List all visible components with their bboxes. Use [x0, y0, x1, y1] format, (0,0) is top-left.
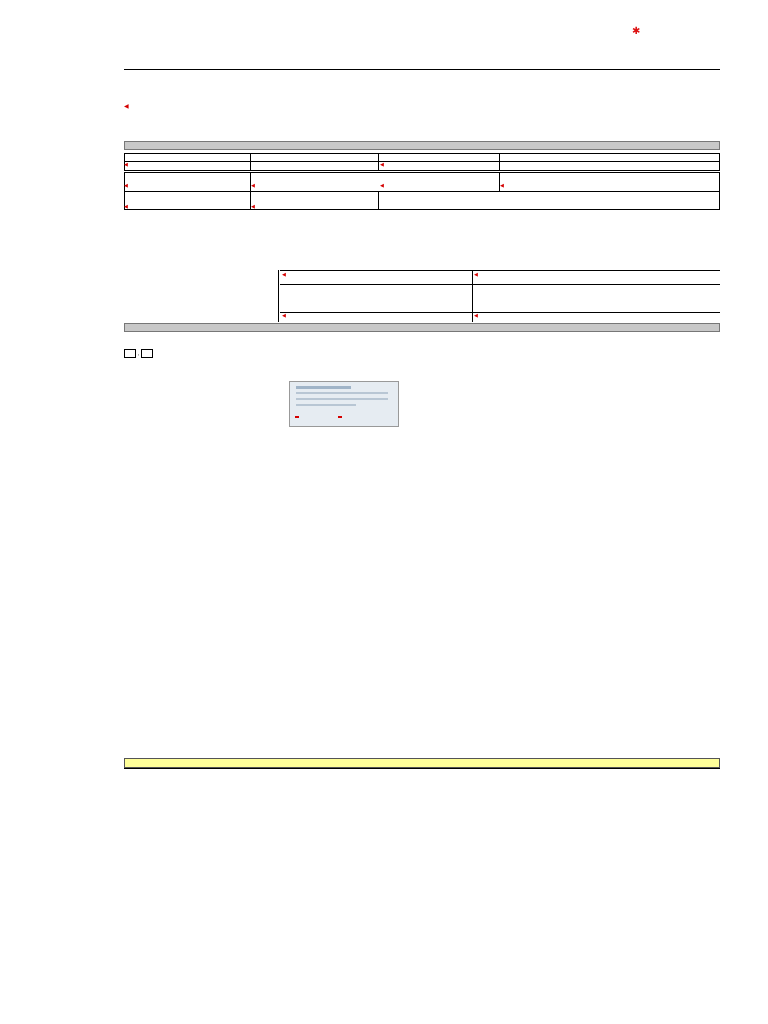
scan-instruction-bar — [124, 758, 720, 768]
required-arrow-icon: ◀ — [124, 104, 129, 110]
contact-email-label: ◀ — [282, 313, 286, 319]
employee-id-label: ◀ — [124, 183, 128, 189]
instructions — [124, 104, 720, 111]
sodexo-logo — [532, 26, 641, 66]
check-account-number — [295, 416, 299, 418]
form-title — [124, 67, 720, 70]
first-name-label: ◀ — [124, 162, 128, 168]
phone-label: ◀ — [124, 204, 128, 210]
file-number-label: ◀ — [251, 183, 255, 189]
section2-header — [124, 323, 720, 332]
name-divider — [124, 161, 720, 162]
date-request-label: ◀ — [474, 272, 478, 278]
check-routing-number — [338, 416, 342, 418]
name-row — [124, 153, 720, 171]
section2-paragraph: , — [124, 349, 720, 358]
contact-phone-label: ◀ — [474, 313, 478, 319]
first-name-input[interactable] — [125, 173, 251, 183]
dob-label: ◀ — [500, 183, 504, 189]
last-name-label: ◀ — [380, 162, 384, 168]
zip-label: ◀ — [251, 204, 255, 210]
signature-label: ◀ — [282, 272, 286, 278]
section1-header — [124, 141, 720, 150]
comp-code-label: ◀ — [380, 183, 384, 189]
sample-check-image — [289, 381, 399, 427]
logo-star-icon: ✱ — [632, 26, 641, 37]
